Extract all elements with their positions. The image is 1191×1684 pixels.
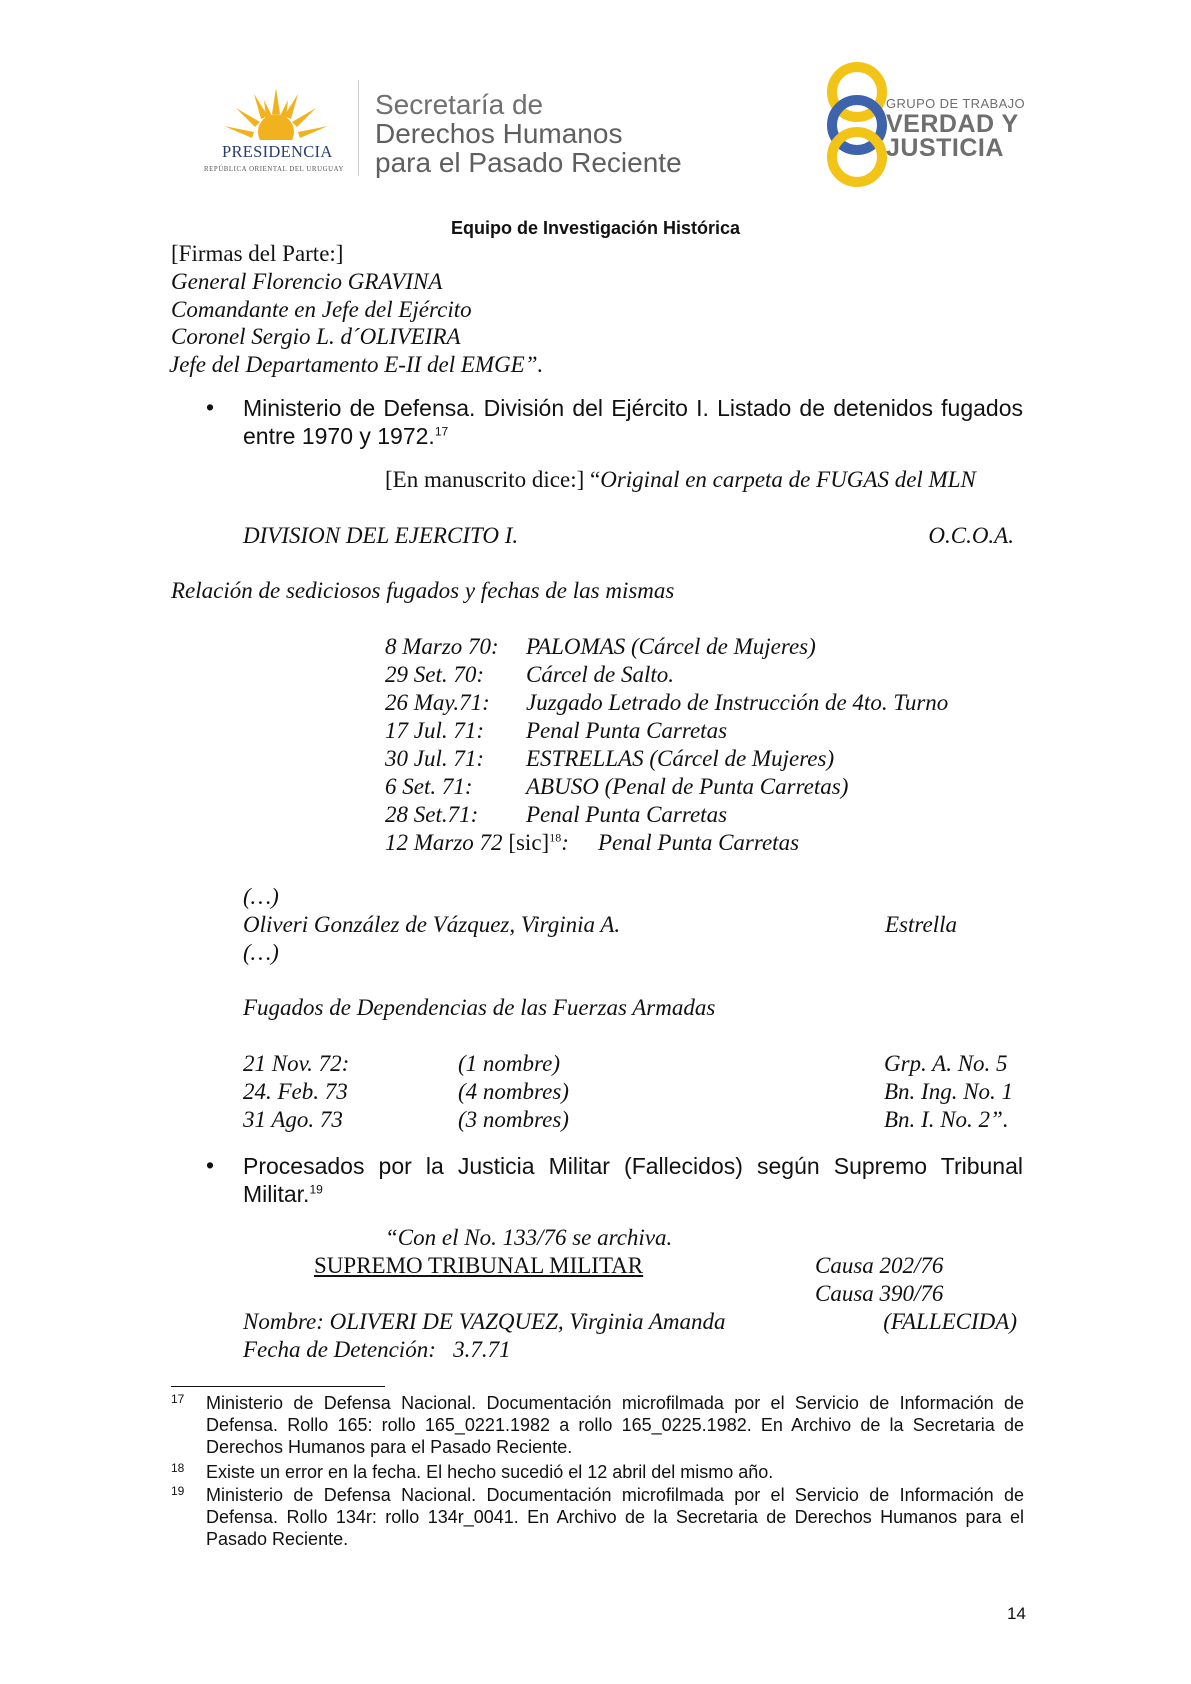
stm-title: SUPREMO TRIBUNAL MILITAR xyxy=(314,1253,644,1278)
list-item xyxy=(385,717,1025,745)
stm-nombre: Nombre: OLIVERI DE VAZQUEZ, Virginia Amanda xyxy=(243,1309,726,1334)
presidencia-label: PRESIDENCIA xyxy=(222,142,333,161)
list-item xyxy=(385,829,1025,857)
fuga-place: Penal Punta Carretas xyxy=(526,802,728,827)
list-item xyxy=(385,661,1025,689)
ffaa-row xyxy=(0,1078,1191,1106)
secretaria-line-1: Secretaría de xyxy=(375,89,544,120)
division-right: O.C.O.A. xyxy=(928,523,1014,548)
team-title: Equipo de Investigación Histórica xyxy=(450,218,741,238)
ffaa-date: 21 Nov. 72: xyxy=(243,1051,350,1076)
stm-archiva: “Con el No. 133/76 se archiva. xyxy=(385,1225,673,1250)
division-left: DIVISION DEL EJERCITO I. xyxy=(243,523,519,548)
sic-mark: [sic] xyxy=(508,830,550,855)
footnote-ref-17[interactable]: 17 xyxy=(434,424,449,439)
secretaria-line-2: Derechos Humanos xyxy=(375,118,623,149)
fuga-date: 30 Jul. 71: xyxy=(385,746,485,771)
fuga-date: 8 Marzo 70: xyxy=(385,634,499,659)
footnote-number: 19 xyxy=(171,1484,185,1498)
gvj-line-1: GRUPO DE TRABAJO xyxy=(886,96,1026,111)
fuga-place: Juzgado Letrado de Instrucción de 4to. Turno xyxy=(526,690,949,715)
footnote-ref-18[interactable]: 18 xyxy=(549,830,562,845)
fuga-place: Penal Punta Carretas xyxy=(598,830,800,855)
fuga-place: Cárcel de Salto. xyxy=(526,662,674,687)
list-item xyxy=(385,689,1025,717)
signature-line: Coronel Sergio L. d´OLIVEIRA xyxy=(171,324,461,349)
list-item xyxy=(385,633,1025,661)
fuga-date xyxy=(385,829,569,857)
bullet-marker: • xyxy=(206,1152,215,1178)
stm-causa-2: Causa 390/76 xyxy=(815,1281,944,1306)
ffaa-row xyxy=(0,1050,1191,1078)
ffaa-count: (3 nombres) xyxy=(458,1107,569,1132)
header-divider xyxy=(358,80,359,176)
footnote-separator xyxy=(171,1386,385,1387)
footnote-ref-19[interactable]: 19 xyxy=(309,1182,323,1197)
list-item xyxy=(385,745,1025,773)
ffaa-unit: Bn. Ing. No. 1 xyxy=(884,1079,1014,1104)
list-item xyxy=(385,801,1025,829)
fuga-date: 6 Set. 71: xyxy=(385,774,473,799)
bullet-ministerio xyxy=(243,394,1023,450)
bullet-marker: • xyxy=(206,394,215,420)
ffaa-unit: Grp. A. No. 5 xyxy=(884,1051,1008,1076)
presidencia-subtitle: REPÚBLICA ORIENTAL DEL URUGUAY xyxy=(204,166,344,173)
ffaa-unit: Bn. I. No. 2”. xyxy=(884,1107,1009,1132)
fuga-date: 26 May.71: xyxy=(385,690,490,715)
ffaa-title: Fugados de Dependencias de las Fuerzas Armadas xyxy=(243,995,716,1020)
ffaa-date: 31 Ago. 73 xyxy=(243,1107,343,1132)
fugas-list xyxy=(385,633,1025,857)
fuga-place: Penal Punta Carretas xyxy=(526,718,728,743)
bullet-procesados-text: Procesados por la Justicia Militar (Fallecidos) según Supremo Tribunal Militar. xyxy=(243,1153,1023,1207)
ffaa-row xyxy=(0,1106,1191,1134)
footnote-number: 18 xyxy=(171,1461,185,1475)
fuga-date: 29 Set. 70: xyxy=(385,662,485,687)
footnote-text: Ministerio de Defensa Nacional. Documentación microfilmada por el Servicio de Información de Defensa. Rollo 134r: rollo 134r_0041. En Archivo de la Secretaria de Derechos Humanos para el Pasado Reciente. xyxy=(206,1485,1024,1549)
signature-line: Jefe del Departamento E-II del EMGE”. xyxy=(169,352,544,377)
signatures-lead: [Firmas del Parte:] xyxy=(171,241,344,266)
ffaa-date: 24. Feb. 73 xyxy=(243,1079,348,1104)
fuga-last-date: 12 Marzo 72 xyxy=(385,830,509,855)
signature-line: General Florencio GRAVINA xyxy=(171,269,443,294)
bullet-procesados xyxy=(243,1152,1023,1208)
ffaa-count: (4 nombres) xyxy=(458,1079,569,1104)
stm-causa-1: Causa 202/76 xyxy=(815,1253,944,1278)
fuga-place: ABUSO (Penal de Punta Carretas) xyxy=(526,774,849,799)
footnote-text: Existe un error en la fecha. El hecho sucedió el 12 abril del mismo año. xyxy=(206,1462,774,1482)
oliveri-name: Oliveri González de Vázquez, Virginia A. xyxy=(243,912,621,937)
fuga-date: 17 Jul. 71: xyxy=(385,718,485,743)
oliveri-place: Estrella xyxy=(885,912,957,937)
footnote-text: Ministerio de Defensa Nacional. Documentación microfilmada por el Servicio de Información de Defensa. Rollo 165: rollo 165_0221.1982 a rollo 165_0225.1982. En Archivo de la Secretaria de Derechos Humanos para el Pasado Reciente. xyxy=(206,1393,1024,1457)
fuga-date: 28 Set.71: xyxy=(385,802,479,827)
fuga-place: ESTRELLAS (Cárcel de Mujeres) xyxy=(526,746,835,771)
verdad-justicia-logo xyxy=(812,62,1032,187)
page-number: 14 xyxy=(1007,1604,1026,1623)
footnote-number: 17 xyxy=(171,1392,185,1406)
list-item xyxy=(385,773,1025,801)
relacion-title: Relación de sediciosos fugados y fechas de las mismas xyxy=(171,578,675,603)
ffaa-count: (1 nombre) xyxy=(458,1051,560,1076)
stm-fecha: Fecha de Detención: 3.7.71 xyxy=(243,1337,511,1362)
sun-icon xyxy=(196,80,356,150)
ellipsis: (…) xyxy=(243,940,279,965)
fuga-last-colon: : xyxy=(561,830,569,855)
ellipsis: (…) xyxy=(243,884,279,909)
manuscript-text: Original en carpeta de FUGAS del MLN xyxy=(600,467,976,492)
bullet-ministerio-text: Ministerio de Defensa. División del Ejército I. Listado de detenidos fugados entre 1970 y 1972. xyxy=(243,395,1023,449)
secretaria-title xyxy=(375,90,682,177)
manuscript-prefix: [En manuscrito dice:] “ xyxy=(385,467,601,492)
gvj-line-2: VERDAD Y xyxy=(886,110,1019,138)
manuscript-line xyxy=(385,466,976,494)
fuga-place: PALOMAS (Cárcel de Mujeres) xyxy=(526,634,816,659)
presidencia-logo xyxy=(196,80,356,175)
gvj-line-3: JUSTICIA xyxy=(886,134,1004,162)
secretaria-line-3: para el Pasado Reciente xyxy=(375,147,682,178)
signature-line: Comandante en Jefe del Ejército xyxy=(171,297,472,322)
stm-fallecida: (FALLECIDA) xyxy=(883,1309,1017,1334)
